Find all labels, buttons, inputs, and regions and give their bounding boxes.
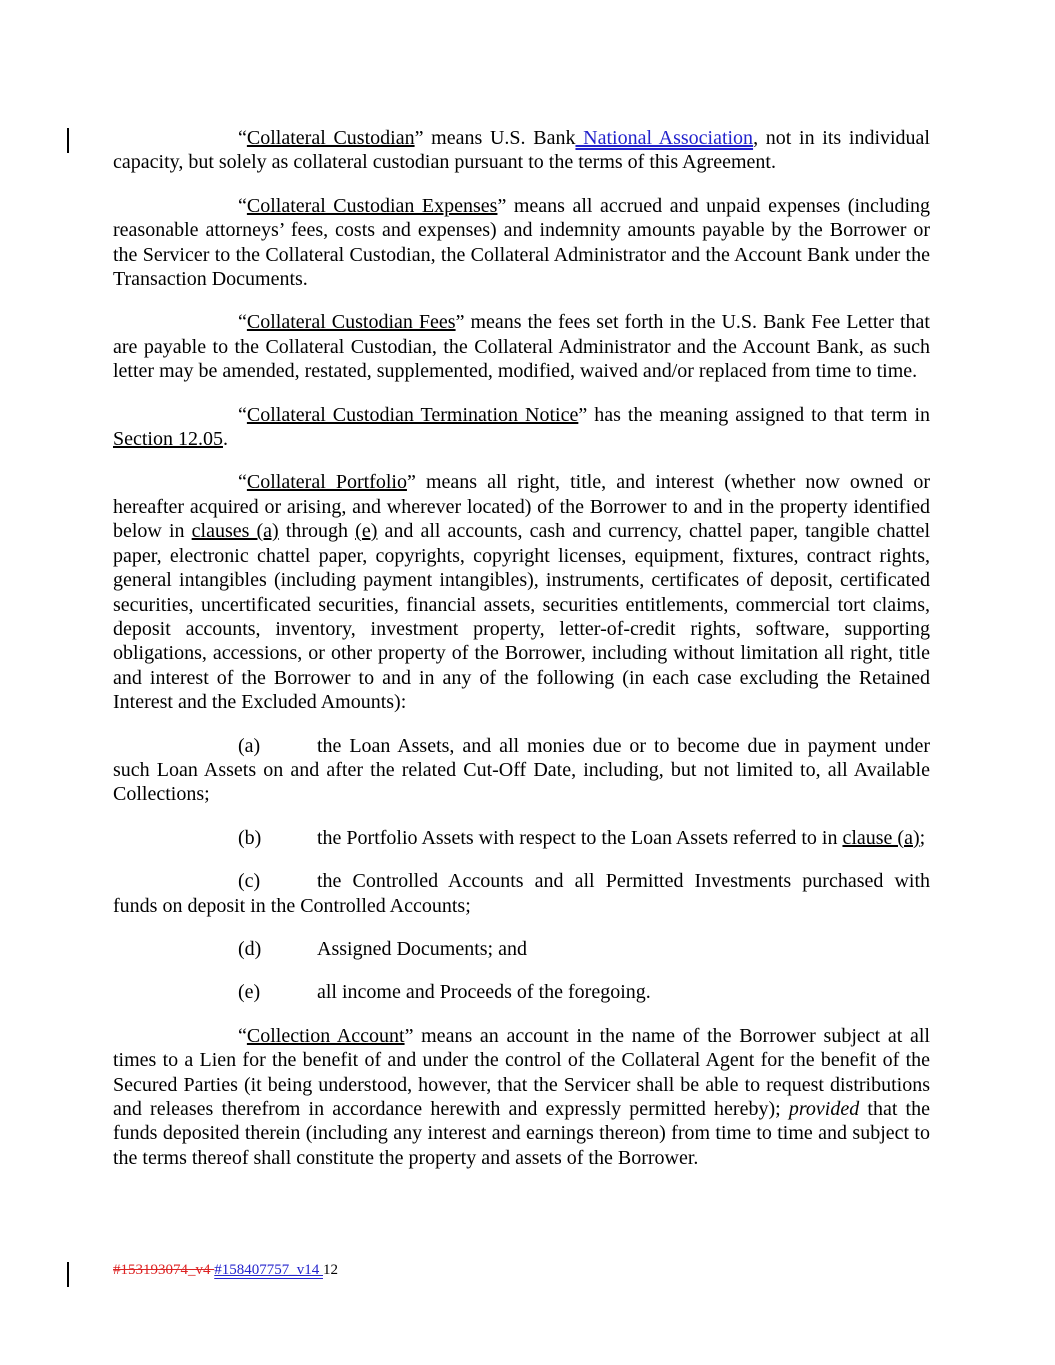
definition-paragraph bbox=[113, 194, 936, 292]
text-run: the Loan Assets, and all monies due or to become due in payment under such Loan Assets on and after the related Cut-Off Date, including, but not limited to, all Available Collections; bbox=[113, 734, 935, 806]
text-run: “ bbox=[238, 127, 247, 149]
clause-paragraph bbox=[113, 869, 935, 918]
underlined-text-run: Collateral Portfolio bbox=[246, 471, 407, 494]
definition-paragraph bbox=[113, 403, 935, 452]
definition-paragraph bbox=[113, 310, 935, 383]
text-run: Assigned Documents; and bbox=[317, 937, 527, 960]
text-run: ” means U.S. Bank bbox=[414, 127, 576, 149]
inserted-text-run: National Association bbox=[575, 127, 754, 149]
underlined-text-run: Collateral Custodian bbox=[246, 127, 415, 149]
underlined-text-run: clauses (a) bbox=[191, 520, 279, 543]
underlined-text-run: clause (a) bbox=[842, 826, 920, 849]
text-run: ” means all accrued and unpaid expenses (including reasonable attorneys’ fees, costs and expenses) and indemnity amounts payable by the Borrower or the Servicer to the Collateral Custodian, the Collateral Administrator and the Account Bank under the Transaction Documents. bbox=[113, 194, 936, 291]
text-run: ” means the fees set forth in the U.S. Bank Fee Letter that are payable to the Collateral Custodian, the Collateral Administrator and the Account Bank, as such letter may be amended, restated, supplemented, modified, waived and/or replaced from time to time. bbox=[113, 311, 935, 383]
text-run: ” means all right, title, and interest (whether now owned or hereafter acquired or arising, and wherever located) of the Borrower to and in the property identified below in bbox=[113, 471, 935, 543]
underlined-text-run: Collateral Custodian Fees bbox=[246, 311, 456, 334]
text-run: “ bbox=[238, 1024, 247, 1047]
revision-change-bar bbox=[67, 128, 69, 153]
definition-paragraph bbox=[113, 1024, 935, 1170]
underlined-text-run: Collateral Custodian Expenses bbox=[246, 194, 498, 217]
deleted-text-run: #153193074_v4 bbox=[113, 1262, 215, 1278]
clause-paragraph bbox=[113, 826, 930, 850]
underlined-text-run: Collateral Custodian Termination Notice bbox=[246, 403, 579, 426]
page-footer bbox=[113, 1260, 930, 1280]
text-run: 12 bbox=[323, 1262, 338, 1278]
inserted-text-run: #158407757_v14 bbox=[214, 1262, 323, 1278]
text-run: all income and Proceeds of the foregoing. bbox=[317, 981, 651, 1004]
clause-letter-label: (d) bbox=[238, 937, 262, 960]
definition-paragraph bbox=[113, 126, 935, 175]
clause-letter-label: (c) bbox=[238, 870, 261, 893]
text-run: . bbox=[223, 428, 228, 451]
text-run: ” means an account in the name of the Borrower subject at all times to a Lien for the benefit of and under the control of the Collateral Agent for the benefit of the Secured Parties (it being understood, however, that the Servicer shall be able to request distributions and releases therefrom in accordance herewith and expressly permitted hereby); bbox=[113, 1024, 935, 1120]
clause-letter-label: (b) bbox=[238, 826, 262, 849]
text-run: “ bbox=[238, 311, 247, 334]
clause-paragraph bbox=[113, 937, 930, 961]
text-run: the Controlled Accounts and all Permitted Investments purchased with funds on deposit in the Controlled Accounts; bbox=[113, 870, 935, 917]
document-body bbox=[113, 126, 936, 1170]
text-run: “ bbox=[238, 403, 247, 426]
definition-paragraph bbox=[113, 470, 935, 714]
clause-letter-label: (e) bbox=[238, 981, 261, 1004]
revision-change-bar bbox=[67, 1262, 69, 1287]
text-run: “ bbox=[238, 471, 247, 494]
text-run: , not in its individual capacity, but solely as collateral custodian pursuant to the terms of this Agreement. bbox=[113, 127, 935, 174]
text-run: through bbox=[278, 520, 356, 543]
text-run: that the funds deposited therein (including any interest and earnings thereon) from time to time and subject to the terms thereof shall constitute the property and assets of the Borrower. bbox=[113, 1098, 935, 1169]
text-run: and all accounts, cash and currency, chattel paper, tangible chattel paper, electronic chattel paper, copyrights, copyright licenses, equipment, fixtures, contract rights, general intangibles (including payment intangibles), instruments, certificates of deposit, certificated securities, uncertificated securities, financial assets, securities entitlements, commercial tort claims, deposit accounts, inventory, investment property, letter-of-credit rights, software, supporting obligations, accessions, or other property of the Borrower, including without limitation all right, title and interest of the Borrower to and in any of the following (in each case excluding the Retained Interest and the Excluded Amounts): bbox=[113, 520, 935, 714]
text-run: ; bbox=[919, 826, 926, 849]
underlined-text-run: Collection Account bbox=[246, 1024, 405, 1047]
clause-letter-label: (a) bbox=[238, 734, 261, 757]
clause-paragraph bbox=[113, 980, 930, 1004]
underlined-text-run: (e) bbox=[355, 520, 378, 543]
clause-paragraph bbox=[113, 734, 935, 807]
text-run: “ bbox=[238, 194, 247, 217]
underlined-text-run: Section 12.05 bbox=[113, 428, 223, 451]
italic-text-run: provided bbox=[788, 1098, 860, 1120]
text-run: ” has the meaning assigned to that term in bbox=[578, 403, 935, 426]
text-run: the Portfolio Assets with respect to the Loan Assets referred to in bbox=[317, 826, 843, 849]
